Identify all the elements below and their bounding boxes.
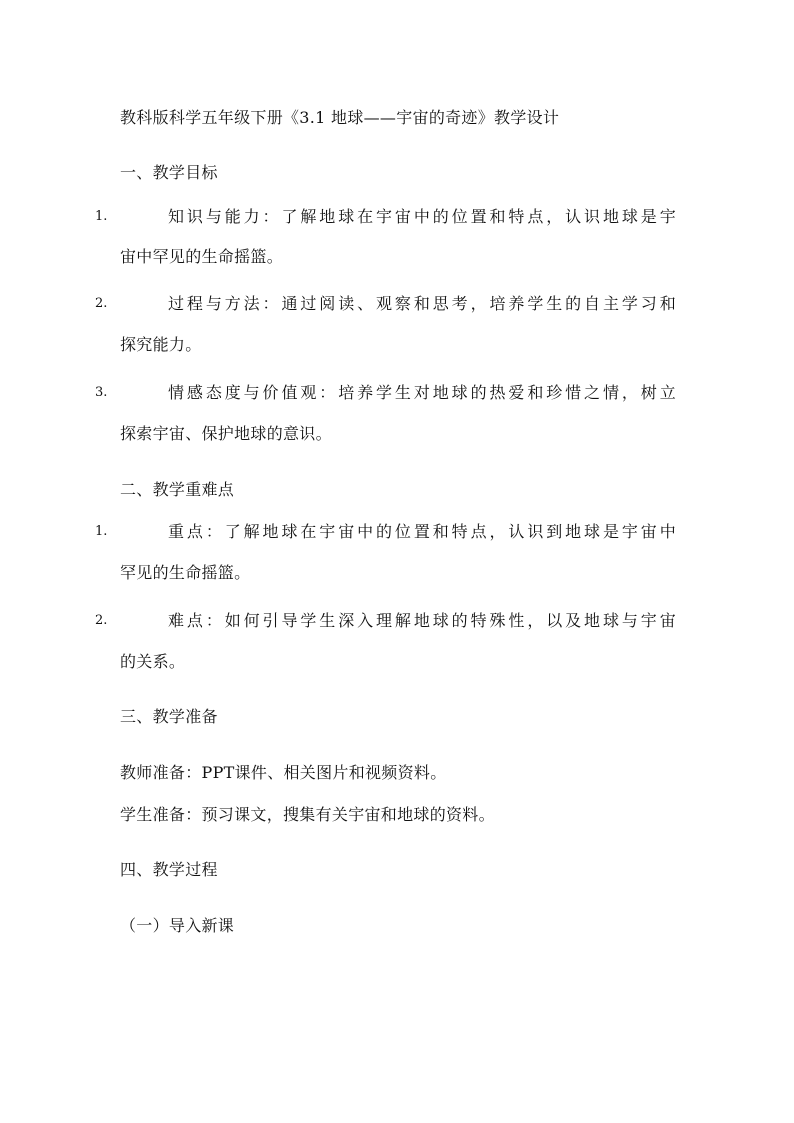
list-number: 1. xyxy=(95,524,108,539)
teacher-preparation: 教师准备：PPT课件、相关图片和视频资料。 xyxy=(120,763,447,782)
list-number: 1. xyxy=(95,209,108,224)
section-heading-process: 四、教学过程 xyxy=(120,860,218,879)
list-item-text: 知识与能力：了解地球在宇宙中的位置和特点，认识地球是宇 xyxy=(168,207,676,226)
list-item-text: 情感态度与价值观：培养学生对地球的热爱和珍惜之情，树立 xyxy=(168,383,676,402)
list-item-text-continued: 探究能力。 xyxy=(120,335,202,354)
document-title: 教科版科学五年级下册《3.1 地球——宇宙的奇迹》教学设计 xyxy=(120,108,560,127)
section-heading-preparation: 三、教学准备 xyxy=(120,707,218,726)
list-item-text: 难点：如何引导学生深入理解地球的特殊性，以及地球与宇宙 xyxy=(168,611,676,630)
list-item-text-continued: 罕见的生命摇篮。 xyxy=(120,563,251,582)
list-number: 2. xyxy=(95,613,108,628)
list-item-text: 重点：了解地球在宇宙中的位置和特点，认识到地球是宇宙中 xyxy=(168,522,676,541)
list-item-text-continued: 宙中罕见的生命摇篮。 xyxy=(120,247,284,266)
list-number: 3. xyxy=(95,385,108,400)
list-item-text-continued: 的关系。 xyxy=(120,652,186,671)
list-number: 2. xyxy=(95,296,108,311)
list-item-text: 过程与方法：通过阅读、观察和思考，培养学生的自主学习和 xyxy=(168,294,676,313)
section-heading-key-points: 二、教学重难点 xyxy=(120,480,235,499)
list-item-text-continued: 探索宇宙、保护地球的意识。 xyxy=(120,424,332,443)
section-heading-objectives: 一、教学目标 xyxy=(120,163,218,182)
subsection-heading-introduction: （一）导入新课 xyxy=(120,916,235,935)
student-preparation: 学生准备：预习课文，搜集有关宇宙和地球的资料。 xyxy=(120,805,495,824)
